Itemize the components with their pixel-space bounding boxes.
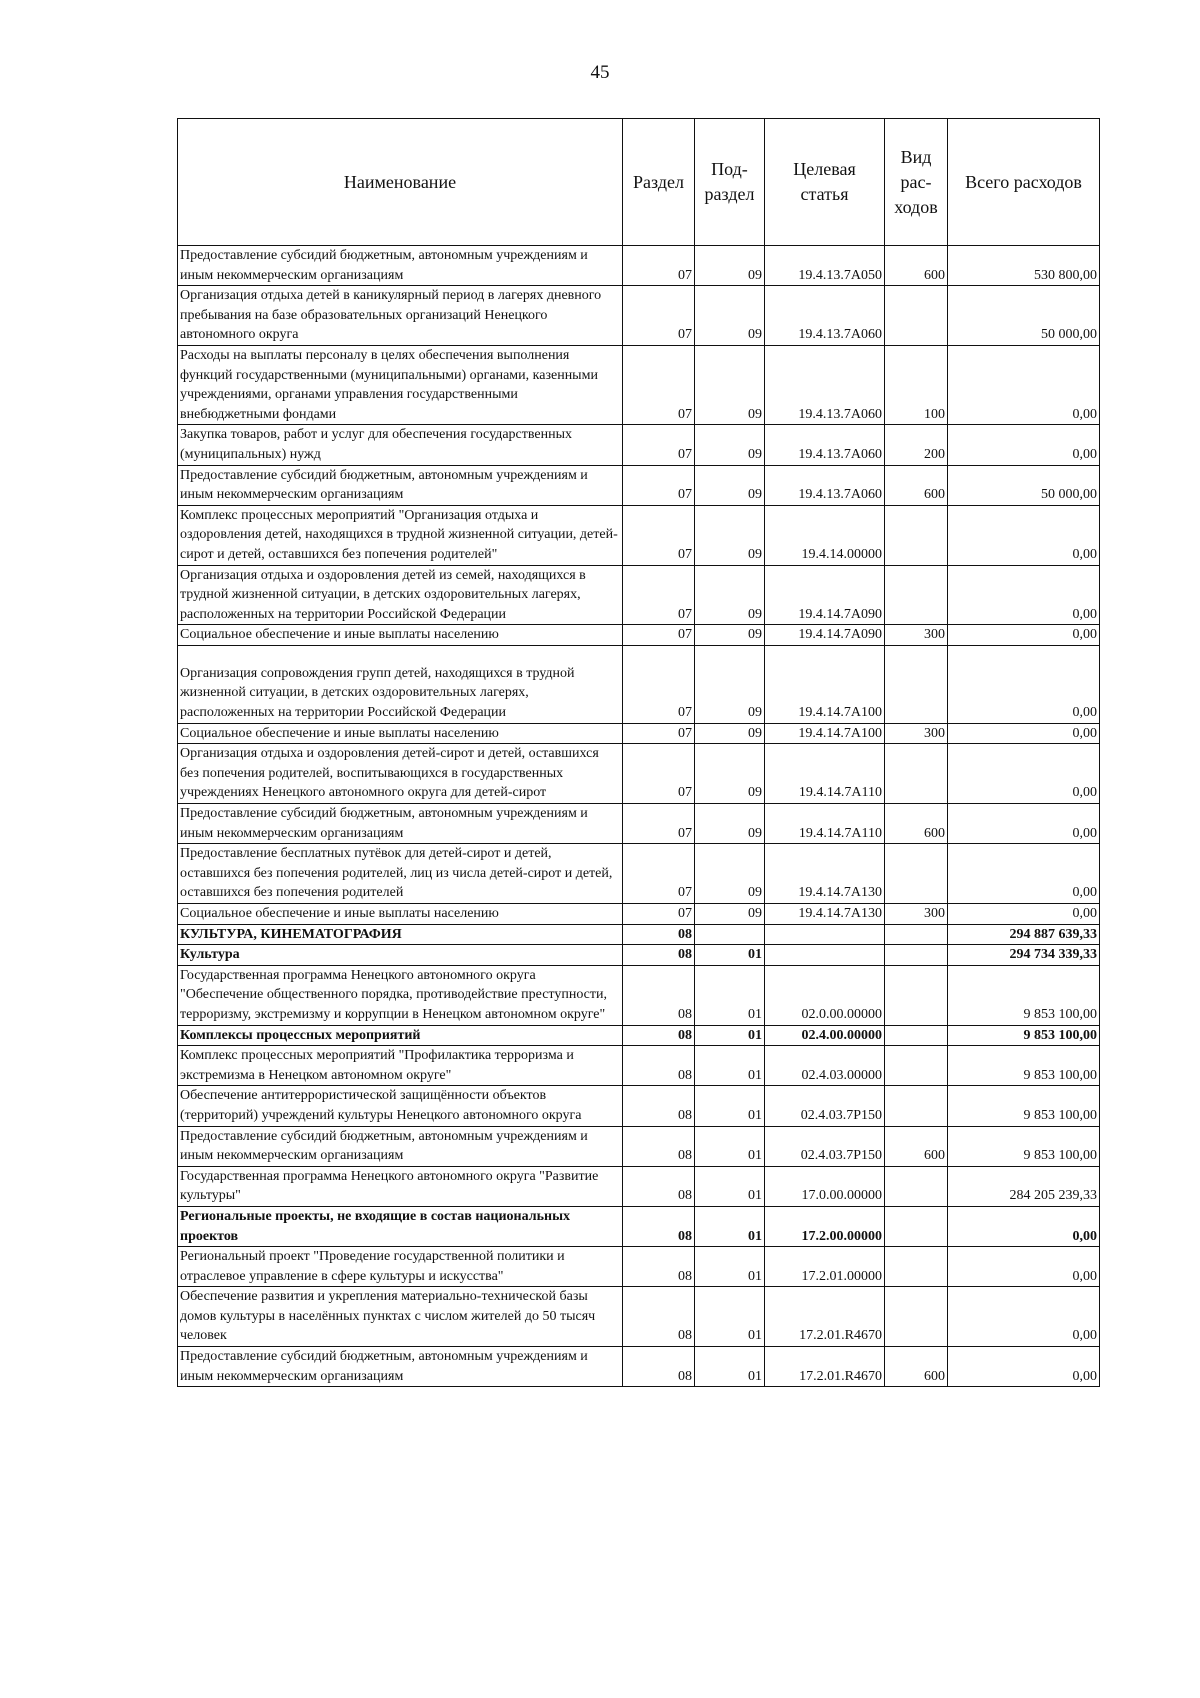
cell-razdel: 08 <box>623 945 695 966</box>
table-row <box>178 945 1100 966</box>
cell-podrazdel: 01 <box>695 965 765 1025</box>
table-row <box>178 904 1100 925</box>
cell-name: Расходы на выплаты персоналу в целях обеспечения выполнения функций государственными (муниципальными) органами, казенными учреждениями, органами управления государственными внебюджетными фондами <box>178 345 623 424</box>
table-row <box>178 1287 1100 1347</box>
table-row <box>178 924 1100 945</box>
cell-total: 9 853 100,00 <box>948 1086 1100 1126</box>
cell-podrazdel: 01 <box>695 1347 765 1387</box>
cell-name: Социальное обеспечение и иные выплаты населению <box>178 904 623 925</box>
cell-vid: 600 <box>885 804 948 844</box>
cell-razdel: 07 <box>623 465 695 505</box>
cell-podrazdel: 09 <box>695 465 765 505</box>
cell-total: 0,00 <box>948 904 1100 925</box>
cell-vid: 600 <box>885 1126 948 1166</box>
table-row <box>178 723 1100 744</box>
table-row <box>178 744 1100 804</box>
cell-podrazdel: 01 <box>695 1166 765 1206</box>
cell-vid: 300 <box>885 723 948 744</box>
cell-podrazdel: 01 <box>695 1206 765 1246</box>
cell-razdel: 07 <box>623 804 695 844</box>
cell-name: Предоставление субсидий бюджетным, автономным учреждениям и иным некоммерческим организациям <box>178 1347 623 1387</box>
cell-statya: 02.4.03.7Р150 <box>765 1086 885 1126</box>
cell-name: Закупка товаров, работ и услуг для обеспечения государственных (муниципальных) нужд <box>178 425 623 465</box>
cell-total: 50 000,00 <box>948 286 1100 346</box>
cell-vid <box>885 645 948 723</box>
cell-statya: 19.4.13.7А060 <box>765 425 885 465</box>
cell-razdel: 08 <box>623 1046 695 1086</box>
header-name: Наименование <box>178 119 623 246</box>
cell-statya: 19.4.13.7А060 <box>765 465 885 505</box>
cell-statya: 17.2.01.R4670 <box>765 1287 885 1347</box>
table-row <box>178 1166 1100 1206</box>
cell-name: Обеспечение антитеррористической защищённости объектов (территорий) учреждений культуры Ненецкого автономного округа <box>178 1086 623 1126</box>
cell-vid <box>885 1206 948 1246</box>
cell-name: Предоставление субсидий бюджетным, автономным учреждениям и иным некоммерческим организациям <box>178 246 623 286</box>
cell-total: 0,00 <box>948 744 1100 804</box>
cell-vid <box>885 565 948 625</box>
table-row <box>178 465 1100 505</box>
cell-statya: 19.4.13.7А060 <box>765 345 885 424</box>
cell-statya: 19.4.13.7А050 <box>765 246 885 286</box>
cell-total: 9 853 100,00 <box>948 1046 1100 1086</box>
cell-name: Государственная программа Ненецкого автономного округа "Обеспечение общественного порядка, противодействие преступности, терроризму, экстремизму и коррупции в Ненецком автономном округе" <box>178 965 623 1025</box>
cell-podrazdel: 01 <box>695 1025 765 1046</box>
table-row <box>178 1247 1100 1287</box>
cell-razdel: 08 <box>623 924 695 945</box>
cell-razdel: 07 <box>623 286 695 346</box>
cell-podrazdel: 09 <box>695 804 765 844</box>
cell-podrazdel: 09 <box>695 246 765 286</box>
cell-name: Организация отдыха детей в каникулярный период в лагерях дневного пребывания на базе образовательных организаций Ненецкого автономного округа <box>178 286 623 346</box>
cell-name: Региональный проект "Проведение государственной политики и отраслевое управление в сфере культуры и искусства" <box>178 1247 623 1287</box>
cell-statya: 02.4.00.00000 <box>765 1025 885 1046</box>
cell-statya <box>765 924 885 945</box>
cell-vid: 600 <box>885 1347 948 1387</box>
cell-razdel: 08 <box>623 1206 695 1246</box>
cell-name: Предоставление субсидий бюджетным, автономным учреждениям и иным некоммерческим организациям <box>178 1126 623 1166</box>
cell-vid <box>885 1247 948 1287</box>
table-row <box>178 246 1100 286</box>
cell-vid <box>885 286 948 346</box>
cell-podrazdel: 09 <box>695 505 765 565</box>
cell-name: Комплекс процессных мероприятий "Профилактика терроризма и экстремизма в Ненецком автономном округе" <box>178 1046 623 1086</box>
table-row <box>178 1025 1100 1046</box>
cell-total: 0,00 <box>948 844 1100 904</box>
header-razdel: Раздел <box>623 119 695 246</box>
cell-statya: 17.0.00.00000 <box>765 1166 885 1206</box>
table-row <box>178 505 1100 565</box>
cell-razdel: 07 <box>623 345 695 424</box>
cell-podrazdel: 01 <box>695 1086 765 1126</box>
cell-statya <box>765 945 885 966</box>
cell-razdel: 08 <box>623 1166 695 1206</box>
cell-vid <box>885 1046 948 1086</box>
table-header-row <box>178 119 1100 246</box>
cell-razdel: 08 <box>623 965 695 1025</box>
cell-total: 0,00 <box>948 645 1100 723</box>
cell-razdel: 08 <box>623 1287 695 1347</box>
cell-name: Культура <box>178 945 623 966</box>
page-number: 45 <box>590 62 610 83</box>
cell-name: Социальное обеспечение и иные выплаты населению <box>178 625 623 646</box>
cell-name: Предоставление субсидий бюджетным, автономным учреждениям и иным некоммерческим организациям <box>178 804 623 844</box>
cell-razdel: 07 <box>623 246 695 286</box>
cell-total: 0,00 <box>948 1287 1100 1347</box>
cell-vid <box>885 1287 948 1347</box>
cell-statya: 19.4.14.7А090 <box>765 565 885 625</box>
cell-vid <box>885 505 948 565</box>
cell-razdel: 07 <box>623 645 695 723</box>
table-row <box>178 286 1100 346</box>
cell-razdel: 07 <box>623 425 695 465</box>
cell-total: 9 853 100,00 <box>948 1126 1100 1166</box>
cell-statya: 19.4.14.7А100 <box>765 645 885 723</box>
header-podrazdel: Под- раздел <box>695 119 765 246</box>
cell-statya: 17.2.01.R4670 <box>765 1347 885 1387</box>
cell-vid <box>885 965 948 1025</box>
cell-total: 284 205 239,33 <box>948 1166 1100 1206</box>
cell-total: 0,00 <box>948 1347 1100 1387</box>
table-row <box>178 625 1100 646</box>
cell-total: 0,00 <box>948 723 1100 744</box>
header-total: Всего расходов <box>948 119 1100 246</box>
cell-podrazdel: 01 <box>695 1247 765 1287</box>
cell-vid <box>885 1086 948 1126</box>
cell-podrazdel: 09 <box>695 744 765 804</box>
cell-podrazdel: 09 <box>695 645 765 723</box>
cell-razdel: 08 <box>623 1126 695 1166</box>
cell-statya: 02.0.00.00000 <box>765 965 885 1025</box>
cell-podrazdel: 09 <box>695 345 765 424</box>
cell-statya: 19.4.14.7А090 <box>765 625 885 646</box>
cell-razdel: 07 <box>623 505 695 565</box>
cell-total: 0,00 <box>948 1206 1100 1246</box>
table-row <box>178 1347 1100 1387</box>
cell-statya: 19.4.14.7А100 <box>765 723 885 744</box>
cell-statya: 17.2.00.00000 <box>765 1206 885 1246</box>
cell-podrazdel: 01 <box>695 1126 765 1166</box>
cell-statya: 02.4.03.7Р150 <box>765 1126 885 1166</box>
table-row <box>178 565 1100 625</box>
cell-razdel: 07 <box>623 723 695 744</box>
cell-statya: 19.4.14.7А130 <box>765 844 885 904</box>
cell-name: Государственная программа Ненецкого автономного округа "Развитие культуры" <box>178 1166 623 1206</box>
cell-name: Предоставление бесплатных путёвок для детей-сирот и детей, оставшихся без попечения родителей, лиц из числа детей-сирот и детей, оставшихся без попечения родителей <box>178 844 623 904</box>
table-row <box>178 345 1100 424</box>
cell-razdel: 08 <box>623 1247 695 1287</box>
cell-podrazdel <box>695 924 765 945</box>
cell-vid: 200 <box>885 425 948 465</box>
table-body <box>178 246 1100 1387</box>
cell-podrazdel: 01 <box>695 945 765 966</box>
cell-name: Организация отдыха и оздоровления детей-сирот и детей, оставшихся без попечения родителей, воспитывающихся в государственных учреждениях Ненецкого автономного округа для детей-сирот <box>178 744 623 804</box>
table-row <box>178 1126 1100 1166</box>
cell-total: 50 000,00 <box>948 465 1100 505</box>
cell-razdel: 07 <box>623 904 695 925</box>
cell-vid <box>885 1166 948 1206</box>
cell-statya: 17.2.01.00000 <box>765 1247 885 1287</box>
cell-razdel: 07 <box>623 844 695 904</box>
cell-total: 0,00 <box>948 505 1100 565</box>
cell-vid <box>885 1025 948 1046</box>
cell-total: 530 800,00 <box>948 246 1100 286</box>
header-vid: Вид рас- ходов <box>885 119 948 246</box>
cell-total: 9 853 100,00 <box>948 1025 1100 1046</box>
table-row <box>178 645 1100 723</box>
cell-total: 0,00 <box>948 345 1100 424</box>
table-row <box>178 804 1100 844</box>
cell-statya: 19.4.14.00000 <box>765 505 885 565</box>
cell-vid: 600 <box>885 465 948 505</box>
budget-table <box>177 118 1100 1387</box>
cell-podrazdel: 09 <box>695 286 765 346</box>
cell-vid: 300 <box>885 625 948 646</box>
cell-razdel: 08 <box>623 1347 695 1387</box>
cell-name: Организация сопровождения групп детей, находящихся в трудной жизненной ситуации, в детских оздоровительных лагерях, расположенных на территории Российской Федерации <box>178 645 623 723</box>
cell-podrazdel: 09 <box>695 425 765 465</box>
cell-statya: 19.4.14.7А110 <box>765 804 885 844</box>
cell-vid <box>885 924 948 945</box>
cell-vid <box>885 844 948 904</box>
cell-total: 0,00 <box>948 565 1100 625</box>
cell-razdel: 07 <box>623 744 695 804</box>
table-row <box>178 1046 1100 1086</box>
table-row <box>178 1206 1100 1246</box>
cell-podrazdel: 09 <box>695 904 765 925</box>
cell-total: 9 853 100,00 <box>948 965 1100 1025</box>
cell-vid: 300 <box>885 904 948 925</box>
cell-total: 294 887 639,33 <box>948 924 1100 945</box>
cell-name: КУЛЬТУРА, КИНЕМАТОГРАФИЯ <box>178 924 623 945</box>
cell-vid <box>885 945 948 966</box>
cell-statya: 19.4.14.7А130 <box>765 904 885 925</box>
header-statya: Целевая статья <box>765 119 885 246</box>
cell-podrazdel: 09 <box>695 625 765 646</box>
cell-name: Предоставление субсидий бюджетным, автономным учреждениям и иным некоммерческим организациям <box>178 465 623 505</box>
cell-total: 0,00 <box>948 625 1100 646</box>
cell-statya: 19.4.14.7А110 <box>765 744 885 804</box>
cell-razdel: 07 <box>623 625 695 646</box>
cell-statya: 19.4.13.7А060 <box>765 286 885 346</box>
cell-podrazdel: 09 <box>695 844 765 904</box>
cell-vid: 100 <box>885 345 948 424</box>
cell-name: Региональные проекты, не входящие в состав национальных проектов <box>178 1206 623 1246</box>
cell-vid: 600 <box>885 246 948 286</box>
cell-razdel: 07 <box>623 565 695 625</box>
cell-name: Организация отдыха и оздоровления детей из семей, находящихся в трудной жизненной ситуации, в детских оздоровительных лагерях, расположенных на территории Российской Федерации <box>178 565 623 625</box>
cell-total: 0,00 <box>948 425 1100 465</box>
cell-name: Обеспечение развития и укрепления материально-технической базы домов культуры в населённых пунктах с числом жителей до 50 тысяч человек <box>178 1287 623 1347</box>
cell-total: 0,00 <box>948 1247 1100 1287</box>
table-row <box>178 1086 1100 1126</box>
cell-name: Комплексы процессных мероприятий <box>178 1025 623 1046</box>
cell-podrazdel: 01 <box>695 1046 765 1086</box>
table-row <box>178 425 1100 465</box>
cell-name: Социальное обеспечение и иные выплаты населению <box>178 723 623 744</box>
cell-podrazdel: 09 <box>695 723 765 744</box>
table-row <box>178 844 1100 904</box>
cell-razdel: 08 <box>623 1086 695 1126</box>
cell-razdel: 08 <box>623 1025 695 1046</box>
table-row <box>178 965 1100 1025</box>
cell-podrazdel: 09 <box>695 565 765 625</box>
cell-vid <box>885 744 948 804</box>
cell-total: 0,00 <box>948 804 1100 844</box>
cell-podrazdel: 01 <box>695 1287 765 1347</box>
cell-total: 294 734 339,33 <box>948 945 1100 966</box>
cell-statya: 02.4.03.00000 <box>765 1046 885 1086</box>
cell-name: Комплекс процессных мероприятий "Организация отдыха и оздоровления детей, находящихся в трудной жизненной ситуации, детей-сирот и детей, оставшихся без попечения родителей" <box>178 505 623 565</box>
